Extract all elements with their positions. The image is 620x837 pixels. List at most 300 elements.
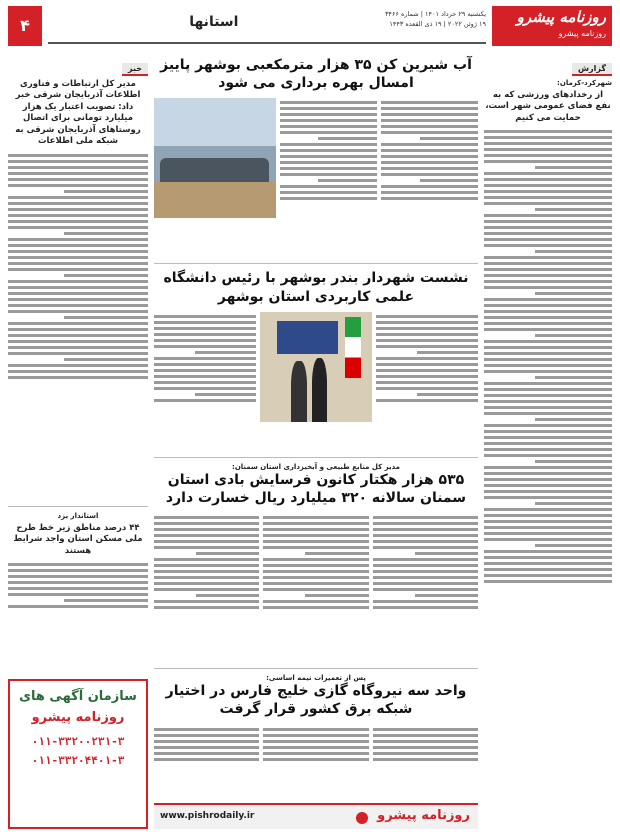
text-line bbox=[196, 552, 259, 555]
newspaper-masthead bbox=[492, 6, 612, 46]
text-line bbox=[484, 154, 612, 157]
section-title: استانها bbox=[189, 14, 239, 30]
text-line bbox=[263, 746, 368, 749]
text-line bbox=[280, 191, 377, 194]
text-line bbox=[484, 454, 612, 457]
text-line bbox=[263, 576, 368, 579]
text-line bbox=[154, 345, 256, 348]
text-line bbox=[484, 298, 612, 301]
text-line bbox=[8, 226, 148, 229]
text-line bbox=[417, 393, 478, 396]
text-line bbox=[373, 558, 478, 561]
text-line bbox=[373, 746, 478, 749]
text-line bbox=[484, 508, 612, 511]
text-line bbox=[484, 430, 612, 433]
text-line bbox=[484, 532, 612, 535]
text-line bbox=[376, 327, 478, 330]
text-line bbox=[535, 418, 612, 421]
text-line bbox=[64, 274, 148, 277]
text-line bbox=[484, 526, 612, 529]
text-line bbox=[154, 321, 256, 324]
text-line bbox=[154, 588, 259, 591]
text-line bbox=[263, 528, 368, 531]
text-line bbox=[484, 574, 612, 577]
text-line bbox=[8, 214, 148, 217]
text-line bbox=[64, 232, 148, 235]
text-line bbox=[305, 594, 368, 597]
text-line bbox=[373, 600, 478, 603]
story2-headline: نشست شهردار بندر بوشهر با رئیس دانشگاه علمی کاربردی استان بوشهر bbox=[163, 270, 469, 305]
ad-phone-1: ۰۱۱-۳۳۲۰۰۲۳۱-۳ bbox=[31, 735, 125, 748]
text-line bbox=[484, 562, 612, 565]
text-line bbox=[484, 568, 612, 571]
text-line bbox=[280, 125, 377, 128]
text-line bbox=[381, 155, 478, 158]
text-line bbox=[154, 522, 259, 525]
report-body-text bbox=[484, 127, 612, 817]
text-line bbox=[8, 593, 148, 596]
text-line bbox=[263, 728, 368, 731]
text-line bbox=[8, 184, 148, 187]
text-line bbox=[280, 113, 377, 116]
page-header bbox=[8, 6, 612, 46]
text-line bbox=[154, 758, 259, 761]
text-line bbox=[373, 752, 478, 755]
text-line bbox=[8, 256, 148, 259]
text-line bbox=[415, 552, 478, 555]
text-line bbox=[484, 178, 612, 181]
text-line bbox=[535, 544, 612, 547]
text-line bbox=[8, 563, 148, 566]
text-line bbox=[8, 166, 148, 169]
text-line bbox=[484, 328, 612, 331]
lead-text-col-2 bbox=[280, 98, 377, 258]
story3-text-col-2 bbox=[263, 513, 368, 663]
text-line bbox=[535, 250, 612, 253]
text-line bbox=[381, 167, 478, 170]
text-line bbox=[376, 387, 478, 390]
text-line bbox=[154, 375, 256, 378]
text-line bbox=[8, 334, 148, 337]
text-line bbox=[154, 315, 256, 318]
text-line bbox=[154, 576, 259, 579]
news2-body-text bbox=[8, 560, 148, 640]
text-line bbox=[64, 190, 148, 193]
text-line bbox=[373, 728, 478, 731]
text-line bbox=[64, 599, 148, 602]
story2-text-col-1 bbox=[376, 312, 478, 452]
text-line bbox=[376, 399, 478, 402]
text-line bbox=[154, 564, 259, 567]
divider bbox=[154, 457, 478, 458]
text-line bbox=[535, 208, 612, 211]
story2 bbox=[154, 312, 478, 452]
text-line bbox=[8, 370, 148, 373]
text-line bbox=[154, 558, 259, 561]
text-line bbox=[263, 758, 368, 761]
text-line bbox=[415, 594, 478, 597]
report-headline: از رخدادهای ورزشی که به نفع فضای عمومی شهر است، حمایت می کنیم bbox=[485, 90, 611, 123]
news2-headline: ۴۴ درصد مناطق زیر خط طرح ملی مسکن استان واجد شرایط هستند bbox=[13, 522, 143, 556]
text-line bbox=[8, 286, 148, 289]
text-line bbox=[154, 728, 259, 731]
text-line bbox=[484, 352, 612, 355]
story3 bbox=[154, 513, 478, 663]
text-line bbox=[484, 184, 612, 187]
footer-url[interactable]: www.pishrodaily.ir bbox=[160, 811, 255, 821]
text-line bbox=[376, 357, 478, 360]
lead-story bbox=[154, 98, 478, 258]
text-line bbox=[154, 363, 256, 366]
text-line bbox=[484, 196, 612, 199]
text-line bbox=[8, 160, 148, 163]
text-line bbox=[8, 172, 148, 175]
text-line bbox=[263, 540, 368, 543]
text-line bbox=[417, 351, 478, 354]
text-line bbox=[484, 370, 612, 373]
lead-headline: آب شیرین کن ۳۵ هزار مترمکعبی بوشهر پاییز امسال بهره برداری می شود bbox=[160, 57, 472, 92]
text-line bbox=[484, 412, 612, 415]
text-line bbox=[484, 280, 612, 283]
page-footer bbox=[154, 803, 478, 829]
text-line bbox=[154, 528, 259, 531]
text-line bbox=[8, 298, 148, 301]
page-number: ۴ bbox=[8, 6, 42, 46]
text-line bbox=[484, 220, 612, 223]
text-line bbox=[373, 740, 478, 743]
text-line bbox=[280, 167, 377, 170]
news-body-text bbox=[8, 151, 148, 501]
text-line bbox=[154, 540, 259, 543]
text-line bbox=[484, 472, 612, 475]
text-line bbox=[8, 352, 148, 355]
text-line bbox=[376, 375, 478, 378]
text-line bbox=[484, 394, 612, 397]
text-line bbox=[263, 734, 368, 737]
text-line bbox=[8, 587, 148, 590]
text-line bbox=[484, 322, 612, 325]
text-line bbox=[484, 490, 612, 493]
text-line bbox=[196, 594, 259, 597]
text-line bbox=[8, 196, 148, 199]
text-line bbox=[154, 534, 259, 537]
text-line bbox=[263, 516, 368, 519]
text-line bbox=[8, 376, 148, 379]
text-line bbox=[154, 339, 256, 342]
story2-text-col-2 bbox=[154, 312, 256, 452]
text-line bbox=[484, 172, 612, 175]
header-rule bbox=[48, 42, 486, 44]
text-line bbox=[484, 142, 612, 145]
text-line bbox=[154, 333, 256, 336]
text-line bbox=[8, 262, 148, 265]
text-line bbox=[8, 220, 148, 223]
logo-icon bbox=[356, 812, 368, 824]
left-column bbox=[8, 56, 148, 829]
text-line bbox=[280, 197, 377, 200]
news-headline: مدیر کل ارتباطات و فناوری اطلاعات آذربایجان شرقی خبر داد: تصویب اعتبار یک هزار میلیارد تومانی برای اتصال روستاهای آذربایجان شرقی به شبکه ملی اطلاعات bbox=[15, 79, 141, 147]
text-line bbox=[373, 734, 478, 737]
divider bbox=[154, 263, 478, 264]
text-line bbox=[263, 752, 368, 755]
text-line bbox=[381, 113, 478, 116]
text-line bbox=[484, 364, 612, 367]
text-line bbox=[8, 581, 148, 584]
ad-box bbox=[8, 679, 148, 829]
right-column bbox=[484, 56, 612, 829]
divider bbox=[154, 668, 478, 669]
text-line bbox=[8, 250, 148, 253]
text-line bbox=[484, 310, 612, 313]
text-line bbox=[484, 130, 612, 133]
text-line bbox=[373, 516, 478, 519]
story3-headline: ۵۳۵ هزار هکتار کانون فرسایش بادی استان سمنان سالانه ۳۲۰ میلیارد ریال خسارت دارد bbox=[165, 471, 467, 506]
ad-line-1: سازمان آگهی های bbox=[19, 689, 137, 704]
text-line bbox=[280, 131, 377, 134]
text-line bbox=[381, 197, 478, 200]
text-line bbox=[154, 734, 259, 737]
text-line bbox=[263, 600, 368, 603]
news-tag: خبر bbox=[122, 63, 148, 76]
text-line bbox=[8, 280, 148, 283]
story2-photo bbox=[260, 312, 372, 422]
text-line bbox=[154, 746, 259, 749]
text-line bbox=[263, 606, 368, 609]
text-line bbox=[484, 358, 612, 361]
text-line bbox=[484, 136, 612, 139]
lead-text-col-1 bbox=[381, 98, 478, 258]
text-line bbox=[154, 600, 259, 603]
text-line bbox=[373, 534, 478, 537]
text-line bbox=[484, 262, 612, 265]
text-line bbox=[8, 322, 148, 325]
text-line bbox=[8, 328, 148, 331]
brand-name: روزنامه پیشرو bbox=[516, 8, 606, 26]
text-line bbox=[8, 346, 148, 349]
text-line bbox=[263, 588, 368, 591]
text-line bbox=[381, 125, 478, 128]
footer-brand: روزنامه پیشرو bbox=[377, 808, 470, 823]
text-line bbox=[373, 522, 478, 525]
story4-caption: پس از تعمیرات نیمه اساسی: bbox=[266, 674, 366, 683]
text-line bbox=[64, 316, 148, 319]
text-line bbox=[8, 340, 148, 343]
text-line bbox=[8, 304, 148, 307]
text-line bbox=[484, 232, 612, 235]
text-line bbox=[484, 148, 612, 151]
text-line bbox=[373, 588, 478, 591]
text-line bbox=[484, 226, 612, 229]
text-line bbox=[484, 400, 612, 403]
text-line bbox=[484, 520, 612, 523]
text-line bbox=[373, 606, 478, 609]
text-line bbox=[484, 478, 612, 481]
text-line bbox=[373, 528, 478, 531]
text-line bbox=[420, 179, 478, 182]
text-line bbox=[484, 424, 612, 427]
story4 bbox=[154, 725, 478, 785]
text-line bbox=[8, 202, 148, 205]
text-line bbox=[420, 137, 478, 140]
text-line bbox=[280, 107, 377, 110]
text-line bbox=[154, 582, 259, 585]
text-line bbox=[484, 214, 612, 217]
text-line bbox=[484, 340, 612, 343]
ad-line-2: روزنامه پیشرو bbox=[31, 710, 125, 725]
text-line bbox=[305, 552, 368, 555]
text-line bbox=[8, 238, 148, 241]
text-line bbox=[154, 570, 259, 573]
text-line bbox=[263, 522, 368, 525]
text-line bbox=[381, 143, 478, 146]
text-line bbox=[280, 119, 377, 122]
report-tag: گزارش bbox=[572, 63, 612, 76]
text-line bbox=[484, 448, 612, 451]
text-line bbox=[263, 582, 368, 585]
text-line bbox=[280, 161, 377, 164]
text-line bbox=[376, 369, 478, 372]
text-line bbox=[484, 406, 612, 409]
text-line bbox=[280, 149, 377, 152]
text-line bbox=[484, 556, 612, 559]
story3-text-col-1 bbox=[373, 513, 478, 663]
text-line bbox=[484, 160, 612, 163]
text-line bbox=[535, 502, 612, 505]
ad-phone-2: ۰۱۱-۳۳۲۰۴۴۰۱-۳ bbox=[31, 754, 125, 767]
text-line bbox=[280, 143, 377, 146]
text-line bbox=[64, 358, 148, 361]
text-line bbox=[373, 576, 478, 579]
text-line bbox=[484, 442, 612, 445]
text-line bbox=[381, 119, 478, 122]
text-line bbox=[484, 484, 612, 487]
text-line bbox=[381, 185, 478, 188]
story4-headline: واحد سه نیروگاه گازی خلیج فارس در اختیار شبکه برق کشور قرار گرفت bbox=[165, 683, 467, 718]
text-line bbox=[154, 369, 256, 372]
lead-photo bbox=[154, 98, 276, 218]
story3-caption: مدیر کل منابع طبیعی و آبخیزداری استان سمنان: bbox=[232, 462, 400, 471]
text-line bbox=[195, 351, 256, 354]
text-line bbox=[484, 190, 612, 193]
date-line-1: یکشنبه ۲۹ خرداد ۱۴۰۱ | شماره ۳۴۶۶ bbox=[384, 10, 486, 18]
text-line bbox=[381, 191, 478, 194]
text-line bbox=[381, 107, 478, 110]
text-line bbox=[484, 238, 612, 241]
text-line bbox=[8, 569, 148, 572]
text-line bbox=[195, 393, 256, 396]
text-line bbox=[154, 399, 256, 402]
text-line bbox=[535, 334, 612, 337]
text-line bbox=[376, 363, 478, 366]
text-line bbox=[381, 131, 478, 134]
text-line bbox=[484, 538, 612, 541]
text-line bbox=[263, 558, 368, 561]
text-line bbox=[376, 321, 478, 324]
text-line bbox=[484, 256, 612, 259]
date-line-2: ۱۹ ژوئن ۲۰۲۲ | ۱۹ ذی القعده ۱۴۴۳ bbox=[389, 19, 486, 28]
text-line bbox=[484, 244, 612, 247]
text-line bbox=[8, 364, 148, 367]
brand-sub: روزنامه پیشرو bbox=[558, 29, 606, 38]
text-line bbox=[381, 101, 478, 104]
text-line bbox=[8, 268, 148, 271]
text-line bbox=[318, 137, 376, 140]
story4-text-col-2 bbox=[263, 725, 368, 785]
text-line bbox=[484, 286, 612, 289]
text-line bbox=[8, 605, 148, 608]
text-line bbox=[484, 382, 612, 385]
text-line bbox=[263, 740, 368, 743]
text-line bbox=[484, 316, 612, 319]
text-line bbox=[484, 388, 612, 391]
text-line bbox=[381, 161, 478, 164]
text-line bbox=[484, 466, 612, 469]
text-line bbox=[376, 381, 478, 384]
text-line bbox=[154, 357, 256, 360]
text-line bbox=[535, 376, 612, 379]
text-line bbox=[263, 546, 368, 549]
text-line bbox=[373, 564, 478, 567]
main-area bbox=[154, 56, 478, 829]
text-line bbox=[263, 534, 368, 537]
divider bbox=[8, 506, 148, 507]
text-line bbox=[8, 154, 148, 157]
text-line bbox=[535, 292, 612, 295]
report-dateline: شهرکرد-کرمان: bbox=[557, 79, 612, 87]
text-line bbox=[376, 339, 478, 342]
text-line bbox=[535, 166, 612, 169]
text-line bbox=[280, 173, 377, 176]
issue-dates bbox=[385, 10, 486, 30]
story3-text-col-3 bbox=[154, 513, 259, 663]
news2-dateline: استاندار یزد bbox=[57, 511, 99, 520]
text-line bbox=[484, 436, 612, 439]
text-line bbox=[376, 333, 478, 336]
text-line bbox=[154, 516, 259, 519]
text-line bbox=[484, 580, 612, 583]
text-line bbox=[154, 327, 256, 330]
text-line bbox=[263, 564, 368, 567]
text-line bbox=[8, 292, 148, 295]
text-line bbox=[484, 346, 612, 349]
text-line bbox=[484, 304, 612, 307]
text-line bbox=[8, 244, 148, 247]
text-line bbox=[8, 575, 148, 578]
text-line bbox=[484, 514, 612, 517]
text-line bbox=[376, 345, 478, 348]
text-line bbox=[8, 310, 148, 313]
text-line bbox=[154, 606, 259, 609]
text-line bbox=[381, 173, 478, 176]
text-line bbox=[373, 540, 478, 543]
text-line bbox=[280, 185, 377, 188]
text-line bbox=[373, 570, 478, 573]
text-line bbox=[484, 268, 612, 271]
text-line bbox=[154, 740, 259, 743]
text-line bbox=[154, 546, 259, 549]
text-line bbox=[263, 570, 368, 573]
text-line bbox=[484, 550, 612, 553]
text-line bbox=[154, 387, 256, 390]
text-line bbox=[280, 101, 377, 104]
story4-text-col-1 bbox=[373, 725, 478, 785]
text-line bbox=[484, 202, 612, 205]
text-line bbox=[376, 315, 478, 318]
text-line bbox=[154, 381, 256, 384]
text-line bbox=[484, 496, 612, 499]
text-line bbox=[373, 546, 478, 549]
text-line bbox=[154, 752, 259, 755]
